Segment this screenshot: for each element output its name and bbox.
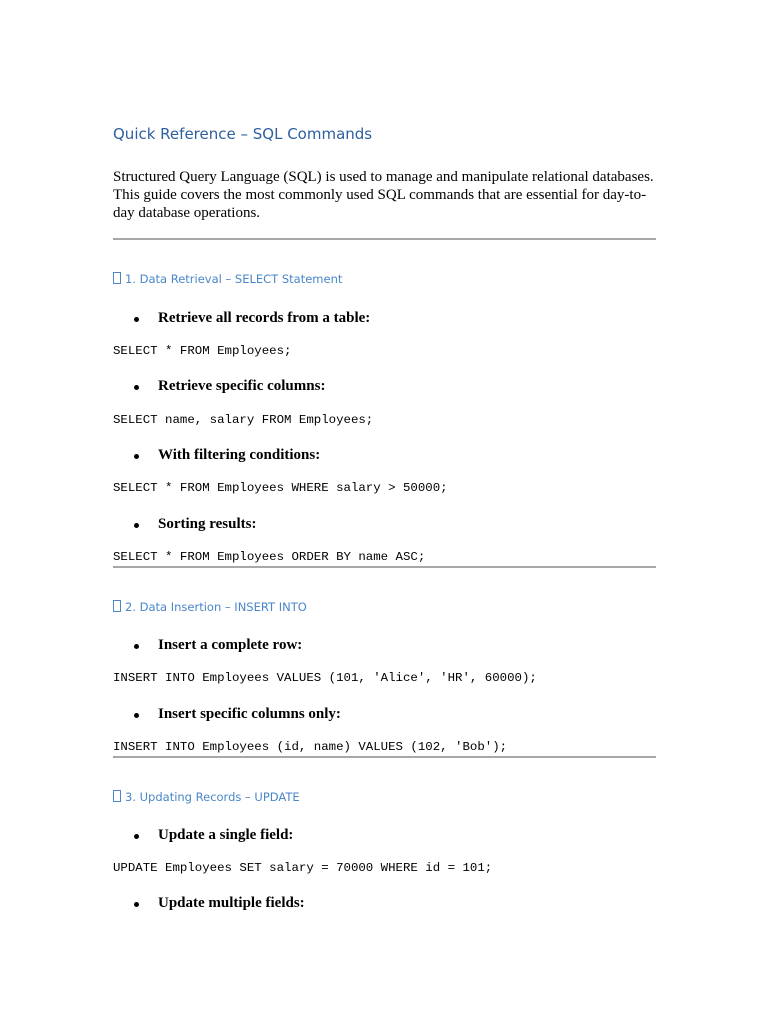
section-heading-insert bbox=[113, 600, 307, 614]
code-snippet: SELECT * FROM Employees WHERE salary > 50000; bbox=[113, 481, 448, 495]
code-snippet: INSERT INTO Employees VALUES (101, 'Alice', 'HR', 60000); bbox=[113, 671, 537, 685]
divider bbox=[113, 566, 656, 568]
code-snippet: SELECT * FROM Employees ORDER BY name ASC; bbox=[113, 550, 426, 564]
list-item-label: Update multiple fields: bbox=[158, 895, 305, 911]
bullet-icon bbox=[134, 902, 139, 907]
list-item-label: Update a single field: bbox=[158, 827, 294, 843]
bullet-icon bbox=[134, 317, 139, 322]
list-item-label: Insert specific columns only: bbox=[158, 706, 341, 722]
section-heading-select bbox=[113, 272, 342, 286]
list-item-label: Insert a complete row: bbox=[158, 637, 303, 653]
code-snippet: SELECT name, salary FROM Employees; bbox=[113, 413, 374, 427]
list-item-label: Sorting results: bbox=[158, 516, 257, 532]
bullet-icon bbox=[134, 523, 139, 528]
code-snippet: SELECT * FROM Employees; bbox=[113, 344, 292, 358]
list-item-label: With filtering conditions: bbox=[158, 447, 321, 463]
section-heading-update bbox=[113, 790, 300, 804]
section-heading-text: 3. Updating Records – UPDATE bbox=[125, 790, 300, 804]
bullet-icon bbox=[134, 644, 139, 649]
missing-glyph-icon bbox=[113, 600, 121, 612]
document-title: Quick Reference – SQL Commands bbox=[113, 125, 373, 143]
divider bbox=[113, 756, 656, 758]
bullet-icon bbox=[134, 385, 139, 390]
missing-glyph-icon bbox=[113, 272, 121, 284]
section-heading-text: 1. Data Retrieval – SELECT Statement bbox=[125, 272, 343, 286]
code-snippet: INSERT INTO Employees (id, name) VALUES (102, 'Bob'); bbox=[113, 740, 508, 754]
bullet-icon bbox=[134, 454, 139, 459]
missing-glyph-icon bbox=[113, 790, 121, 802]
bullet-icon bbox=[134, 713, 139, 718]
divider bbox=[113, 238, 656, 240]
intro-paragraph: Structured Query Language (SQL) is used to manage and manipulate relational databases. This guide covers the most commonly used SQL commands that are essential for day-to-day database operations. bbox=[113, 169, 654, 221]
code-snippet: UPDATE Employees SET salary = 70000 WHERE id = 101; bbox=[113, 861, 493, 875]
section-heading-text: 2. Data Insertion – INSERT INTO bbox=[125, 600, 307, 614]
list-item-label: Retrieve specific columns: bbox=[158, 378, 326, 394]
bullet-icon bbox=[134, 834, 139, 839]
list-item-label: Retrieve all records from a table: bbox=[158, 310, 371, 326]
